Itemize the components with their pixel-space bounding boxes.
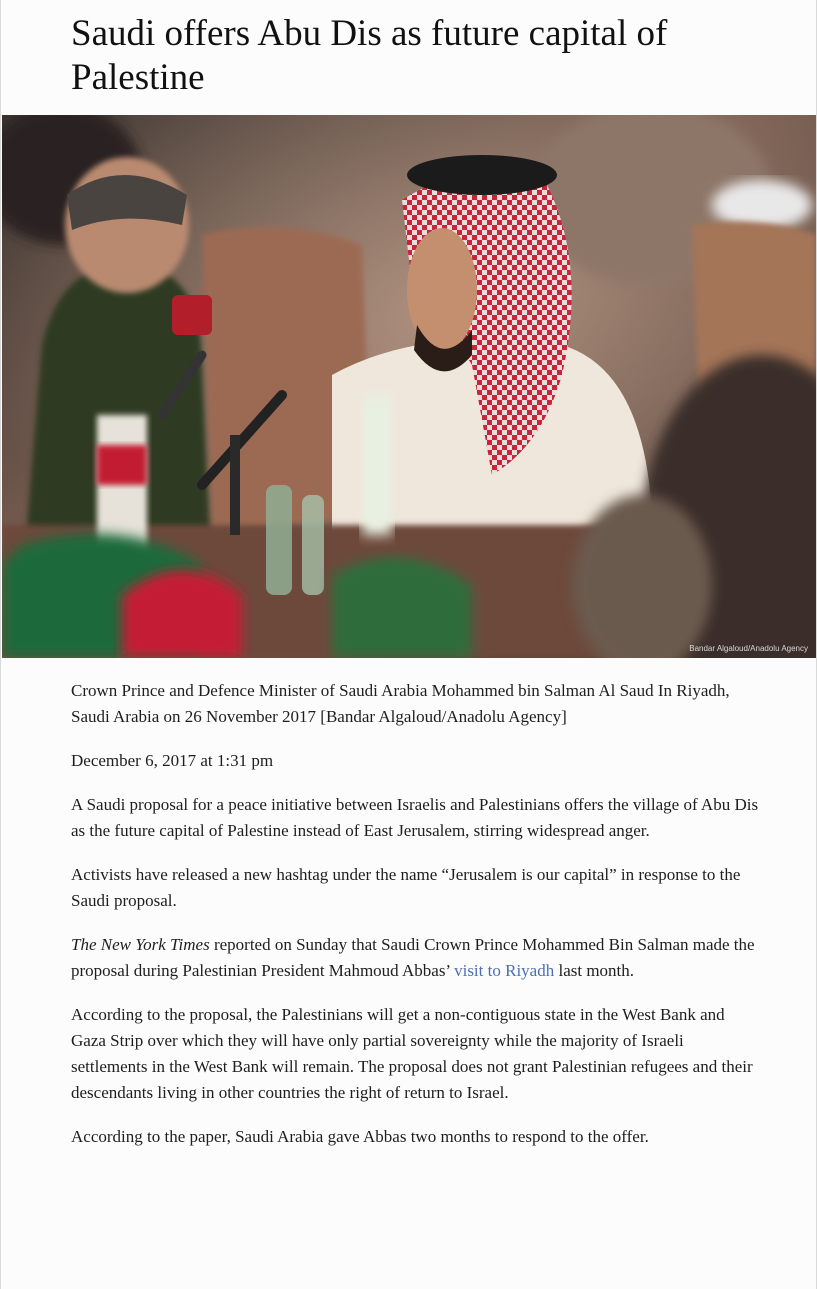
publication-name: The New York Times	[71, 935, 210, 954]
visit-to-riyadh-link[interactable]: visit to Riyadh	[454, 961, 555, 980]
photo-caption: Crown Prince and Defence Minister of Saudi Arabia Mohammed bin Salman Al Saud In Riyadh, Saudi Arabia on 26 November 2017 [Bandar Algaloud/Anadolu Agency]	[71, 681, 730, 726]
paragraph-3	[71, 932, 761, 984]
paragraph-1: A Saudi proposal for a peace initiative between Israelis and Palestinians offers the village of Abu Dis as the future capital of Palestine instead of East Jerusalem, stirring widespread anger.	[71, 795, 759, 840]
paragraph-4: According to the proposal, the Palestinians will get a non-contiguous state in the West Bank and Gaza Strip over which they will have only partial sovereignty while the majority of Israeli settlements in the West Bank will remain. The proposal does not grant Palestinian refugees and their descendants living in other countries the right of return to Israel.	[71, 1005, 753, 1102]
photo-illustration	[2, 115, 816, 658]
article-body	[71, 678, 761, 1168]
paragraph-3-text-b: last month.	[554, 961, 635, 980]
article-title: Saudi offers Abu Dis as future capital of Palestine	[71, 13, 668, 98]
paragraph-3-text-a: reported on Sunday that Saudi Crown Prince Mohammed Bin Salman made the proposal during Palestinian President Mahmoud Abbas’	[71, 935, 755, 980]
article-photo	[2, 115, 816, 658]
paragraph-2: Activists have released a new hashtag under the name “Jerusalem is our capital” in response to the Saudi proposal.	[71, 865, 741, 910]
photo-credit: Bandar Algaloud/Anadolu Agency	[689, 644, 808, 653]
article-date: December 6, 2017 at 1:31 pm	[71, 751, 274, 770]
paragraph-5: According to the paper, Saudi Arabia gave Abbas two months to respond to the offer.	[71, 1127, 649, 1146]
